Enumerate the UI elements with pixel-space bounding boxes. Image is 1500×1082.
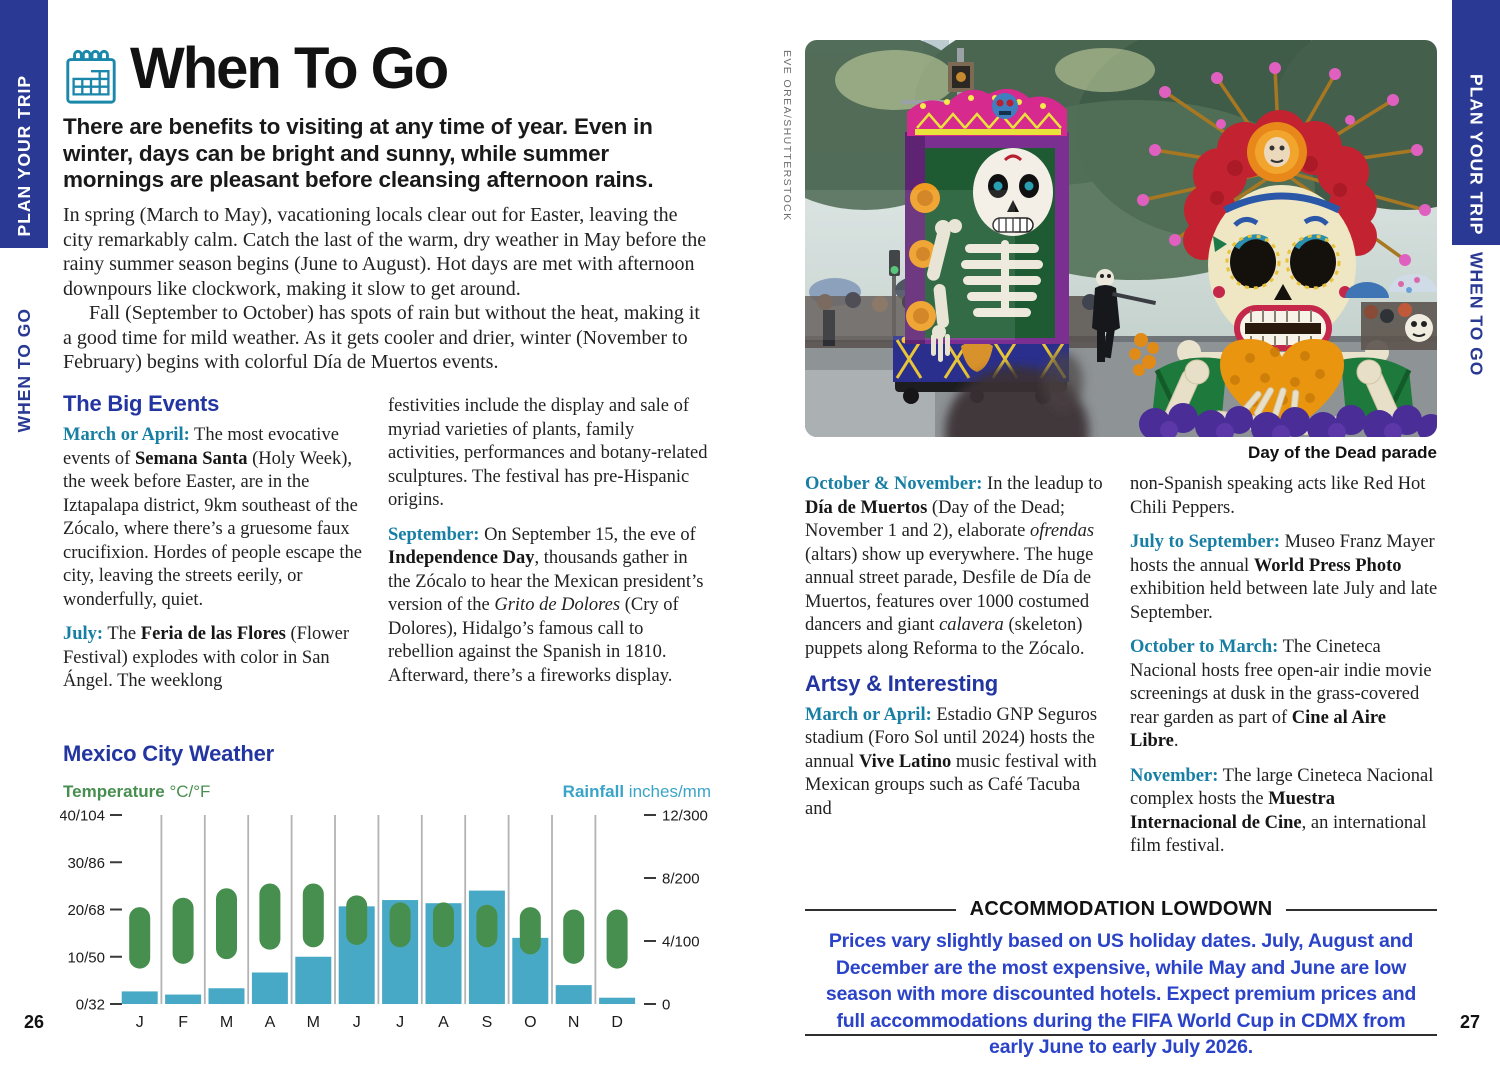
- event-paragraph: non-Spanish speaking acts like Red Hot Chili Peppers.: [1130, 474, 1426, 518]
- svg-text:12/300: 12/300: [662, 807, 708, 825]
- left-section-label: WHEN TO GO: [13, 307, 34, 432]
- right-col1: [805, 473, 1105, 832]
- event-paragraph: September: On September 15, the eve of Independence Day, thousands gather in the Zócalo to hear the Mexican president’s version of the Grito de Dolores (Cry of Dolores), Hidalgo’s famous call to rebellion against the Spanish in 1810. Afterward, there’s a fireworks display.: [388, 524, 704, 686]
- photo-credit: EVE OREA/SHUTTERSTOCK: [781, 50, 793, 222]
- big-events-heading: The Big Events: [63, 391, 220, 416]
- calendar-icon: [62, 46, 120, 113]
- svg-text:N: N: [567, 1014, 580, 1031]
- svg-text:D: D: [611, 1014, 623, 1031]
- event-paragraph: festivities include the display and sale of myriad varieties of plants, family activities, performances and botany-related sculptures. The festival has pre-Hispanic origins.: [388, 396, 708, 510]
- svg-text:J: J: [352, 1014, 361, 1031]
- page-title: When To Go: [130, 36, 448, 101]
- right-band-label: PLAN YOUR TRIP: [1466, 73, 1487, 235]
- photo-caption: Day of the Dead parade: [1248, 443, 1437, 462]
- accommodation-title: ACCOMMODATION LOWDOWN: [969, 898, 1273, 920]
- rule-right: [1286, 909, 1437, 911]
- artsy-march-april-paragraph: [805, 704, 1105, 822]
- intro-lead: There are benefits to visiting at any time of year. Even in winter, days can be bright and sunny, while summer mornings are pleasant before cleansing afternoon rains.: [63, 114, 654, 192]
- svg-text:A: A: [264, 1014, 276, 1031]
- svg-text:J: J: [135, 1014, 144, 1031]
- svg-text:0: 0: [662, 996, 671, 1014]
- event-paragraph: October to March: The Cineteca Nacional hosts free open-air indie movie screenings at dusk in the grass-covered rear garden as part of Cine al Aire Libre.: [1130, 637, 1432, 751]
- intro-paragraphs: [63, 203, 711, 375]
- chart-legend: [63, 782, 711, 802]
- artsy-heading: Artsy & Interesting: [805, 671, 999, 696]
- svg-text:M: M: [306, 1014, 320, 1031]
- svg-text:M: M: [219, 1014, 234, 1031]
- legend-rainfall: Rainfall inches/mm: [562, 782, 711, 801]
- legend-temperature: Temperature °C/°F: [63, 782, 211, 801]
- svg-text:F: F: [178, 1014, 188, 1031]
- event-paragraph: November: The large Cineteca Nacional complex hosts the Muestra Internacional de Cine, an international film festival.: [1130, 765, 1434, 856]
- svg-text:J: J: [396, 1014, 405, 1031]
- intro-para-2: Fall (September to October) has spots of rain but without the heat, making it a good time for mild weather. As it gets cooler and drier, winter (November to February) begins with colorful Día de Muertos events.: [63, 302, 700, 373]
- svg-text:A: A: [438, 1014, 449, 1031]
- weather-heading: Mexico City Weather: [63, 741, 274, 766]
- svg-text:30/86: 30/86: [67, 854, 105, 872]
- weather-chart: [60, 806, 720, 1053]
- page-number-left: 26: [24, 1012, 45, 1032]
- october-november-paragraph: [805, 473, 1105, 661]
- big-events-col1: [63, 424, 365, 705]
- svg-text:4/100: 4/100: [662, 933, 700, 951]
- svg-text:0/32: 0/32: [75, 996, 105, 1014]
- right-col2: [1130, 473, 1438, 870]
- rule-left: [805, 909, 956, 911]
- intro-para-1: In spring (March to May), vacationing locals clear out for Easter, leaving the city remarkably calm. Catch the last of the warm, dry weather in May before the rainy summer season begins (June to August). Hot days are met with afternoon downpours like clockwork, making it slow to get around.: [63, 204, 707, 300]
- page-number-right: 27: [1459, 1012, 1480, 1032]
- event-paragraph: July: The Feria de las Flores (Flower Festival) explodes with color in San Ángel. The weeklong: [63, 624, 350, 691]
- right-section-label: WHEN TO GO: [1466, 252, 1487, 377]
- parade-photo: [805, 40, 1437, 437]
- svg-text:40/104: 40/104: [60, 807, 105, 825]
- left-sidebar: [0, 0, 48, 248]
- svg-text:20/68: 20/68: [67, 902, 105, 919]
- svg-text:S: S: [481, 1014, 493, 1031]
- event-paragraph: October & November: In the leadup to Día de Muertos (Day of the Dead; November 1 and 2), elaborate ofrendas (altars) show up everywhere. The huge annual street parade, Desfile de Día de Muertos, features over 1000 costumed dancers and giant calavera (skeleton) puppets along Reforma to the Zócalo.: [805, 474, 1103, 659]
- right-section-tab: [1452, 252, 1500, 432]
- accommodation-body: Prices vary slightly based on US holiday dates. July, August and December are the most expensive, while May and June are low season with more discounted hotels. Expect premium prices and full accommodations during the FIFA World Cup in CDMX from early June to early July 2026.: [825, 930, 1417, 1058]
- event-paragraph: March or April: Estadio GNP Seguros stadium (Foro Sol until 2024) hosts the annual Vive Latino music festival with Mexican groups such as Café Tacuba and: [805, 704, 1098, 819]
- accommodation-title-row: [805, 898, 1437, 921]
- svg-text:O: O: [524, 1014, 537, 1031]
- svg-text:8/200: 8/200: [662, 870, 700, 888]
- right-sidebar: [1452, 0, 1500, 245]
- svg-text:10/50: 10/50: [67, 949, 105, 967]
- left-band-label: PLAN YOUR TRIP: [13, 74, 34, 236]
- event-paragraph: March or April: The most evocative events of Semana Santa (Holy Week), the week before Easter, are in the Iztapalapa district, 9km southeast of the Zócalo, where there’s a gruesome faux crucifixion. Hordes of people escape the city, leaving the streets eerily, or wonderfully, quiet.: [63, 425, 362, 610]
- big-events-col2: [388, 395, 710, 699]
- bottom-rule: [805, 1034, 1437, 1036]
- left-section-tab: [0, 252, 48, 432]
- event-paragraph: July to September: Museo Franz Mayer hosts the annual World Press Photo exhibition held between late July and late September.: [1130, 532, 1438, 623]
